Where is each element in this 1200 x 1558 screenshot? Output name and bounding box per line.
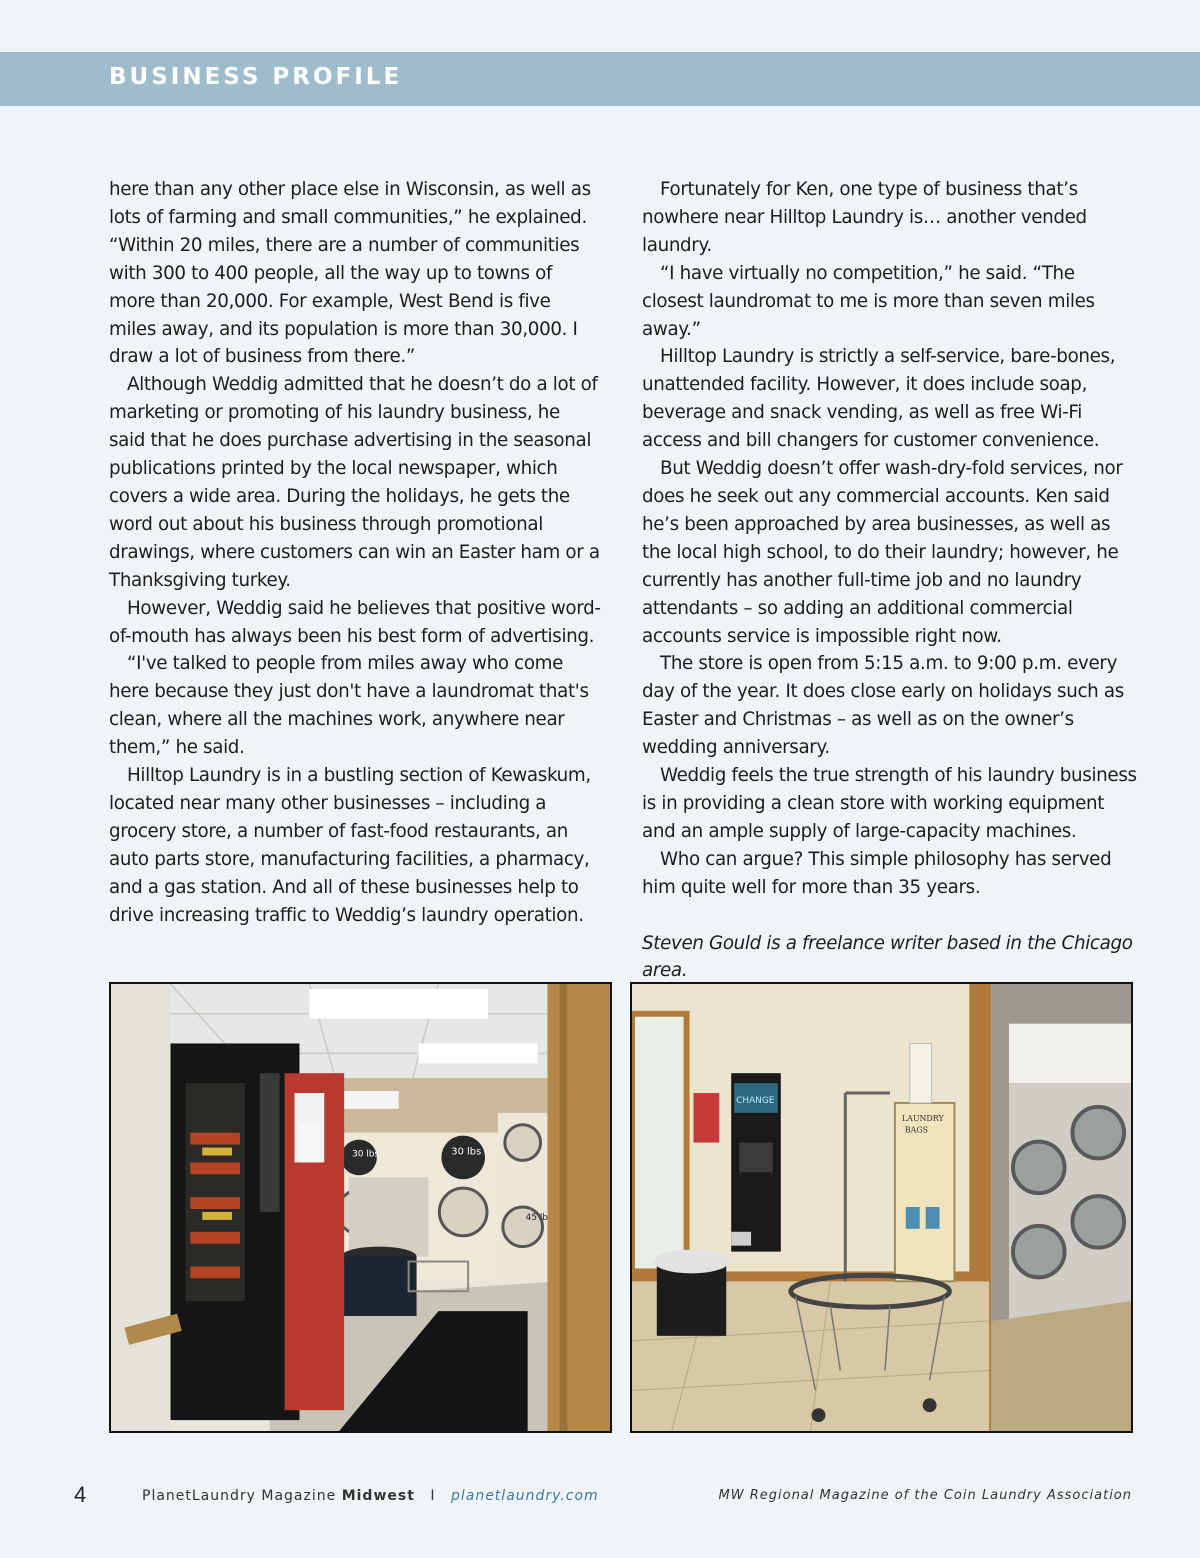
page-number: 4 xyxy=(74,1482,87,1507)
dispenser-label: LAUNDRY xyxy=(901,1113,944,1123)
author-byline: Steven Gould is a freelance writer based in the Chicago area. xyxy=(642,932,1133,982)
footer-tagline: MW Regional Magazine of the Coin Laundry Association xyxy=(718,1488,1132,1503)
dryer-label: 45 lb xyxy=(525,1212,548,1223)
section-header-band xyxy=(0,52,1200,106)
paragraph: Who can argue? This simple philosophy has served him quite well for more than 35 years. xyxy=(642,848,1112,898)
paragraph: here than any other place else in Wisconsin, as well as lots of farming and small communities,” he explained. “Within 20 miles, there are a number of communities with 300 to 400 people, all the way up to towns of more than 20,000. For example, West Bend is five miles away, and its population is more than 30,000. I draw a lot of business from there.” xyxy=(109,179,591,368)
magazine-edition: Midwest xyxy=(341,1488,415,1504)
paragraph: The store is open from 5:15 a.m. to 9:00 p.m. every day of the year. It does close early on holidays such as Easter and Christmas – as well as on the owner’s wedding anniversary. xyxy=(642,653,1124,759)
paragraph: Although Weddig admitted that he doesn’t do a lot of marketing or promoting of his laundry business, he said that he does purchase advertising in the seasonal publications printed by the local newspaper, which covers a wide area. During the holidays, he gets the word out about his business through promotional drawings, where customers can win an Easter ham or a Thanksgiving turkey. xyxy=(109,374,600,591)
paragraph: Weddig feels the true strength of his laundry business is in providing a clean store with working equipment and an ample supply of large-capacity machines. xyxy=(642,765,1137,842)
paragraph: Hilltop Laundry is strictly a self-service, bare-bones, unattended facility. However, it does include soap, beverage and snack vending, as well as free Wi-Fi access and bill changers for customer convenience. xyxy=(642,346,1116,452)
changer-label: CHANGE xyxy=(736,1095,775,1106)
footer-magazine-title xyxy=(142,1488,599,1504)
dryer-label: 30 lbs xyxy=(451,1146,482,1158)
photo-illustration-left xyxy=(111,984,610,1431)
photo-vending-and-dryers xyxy=(109,982,612,1433)
dispenser-label: BAGS xyxy=(904,1125,929,1135)
footer-separator: I xyxy=(430,1488,436,1504)
paragraph: However, Weddig said he believes that positive word-of-mouth has always been his best form of advertising. xyxy=(109,597,601,647)
paragraph: “I've talked to people from miles away who come here because they just don't have a laundromat that's clean, where all the machines work, anywhere near them,” he said. xyxy=(109,653,589,759)
magazine-name: PlanetLaundry Magazine xyxy=(142,1488,337,1504)
paragraph: Hilltop Laundry is in a bustling section of Kewaskum, located near many other businesses – including a grocery store, a number of fast-food restaurants, an auto parts store, manufacturing facilities, a pharmacy, and a gas station. And all of these businesses help to drive increasing traffic to Weddig’s laundry operation. xyxy=(109,765,591,926)
photo-illustration-right xyxy=(632,984,1131,1431)
paragraph: “I have virtually no competition,” he said. “The closest laundromat to me is more than seven miles away.” xyxy=(642,262,1095,340)
page-footer xyxy=(0,1482,1200,1512)
dryer-label: 30 lbs xyxy=(352,1149,380,1160)
footer-url-link[interactable]: planetlaundry.com xyxy=(450,1488,599,1504)
paragraph: Fortunately for Ken, one type of business that’s nowhere near Hilltop Laundry is… another vended laundry. xyxy=(642,179,1087,256)
section-title: BUSINESS PROFILE xyxy=(109,64,403,90)
article-column-right xyxy=(642,176,1137,985)
photo-change-machine-and-cart xyxy=(630,982,1133,1433)
article-column-left xyxy=(109,176,601,929)
paragraph: But Weddig doesn’t offer wash-dry-fold services, nor does he seek out any commercial accounts. Ken said he’s been approached by area businesses, as well as the local high school, to do their laundry; however, he currently has another full-time job and no laundry attendants – so adding an additional commercial accounts service is impossible right now. xyxy=(642,458,1123,647)
